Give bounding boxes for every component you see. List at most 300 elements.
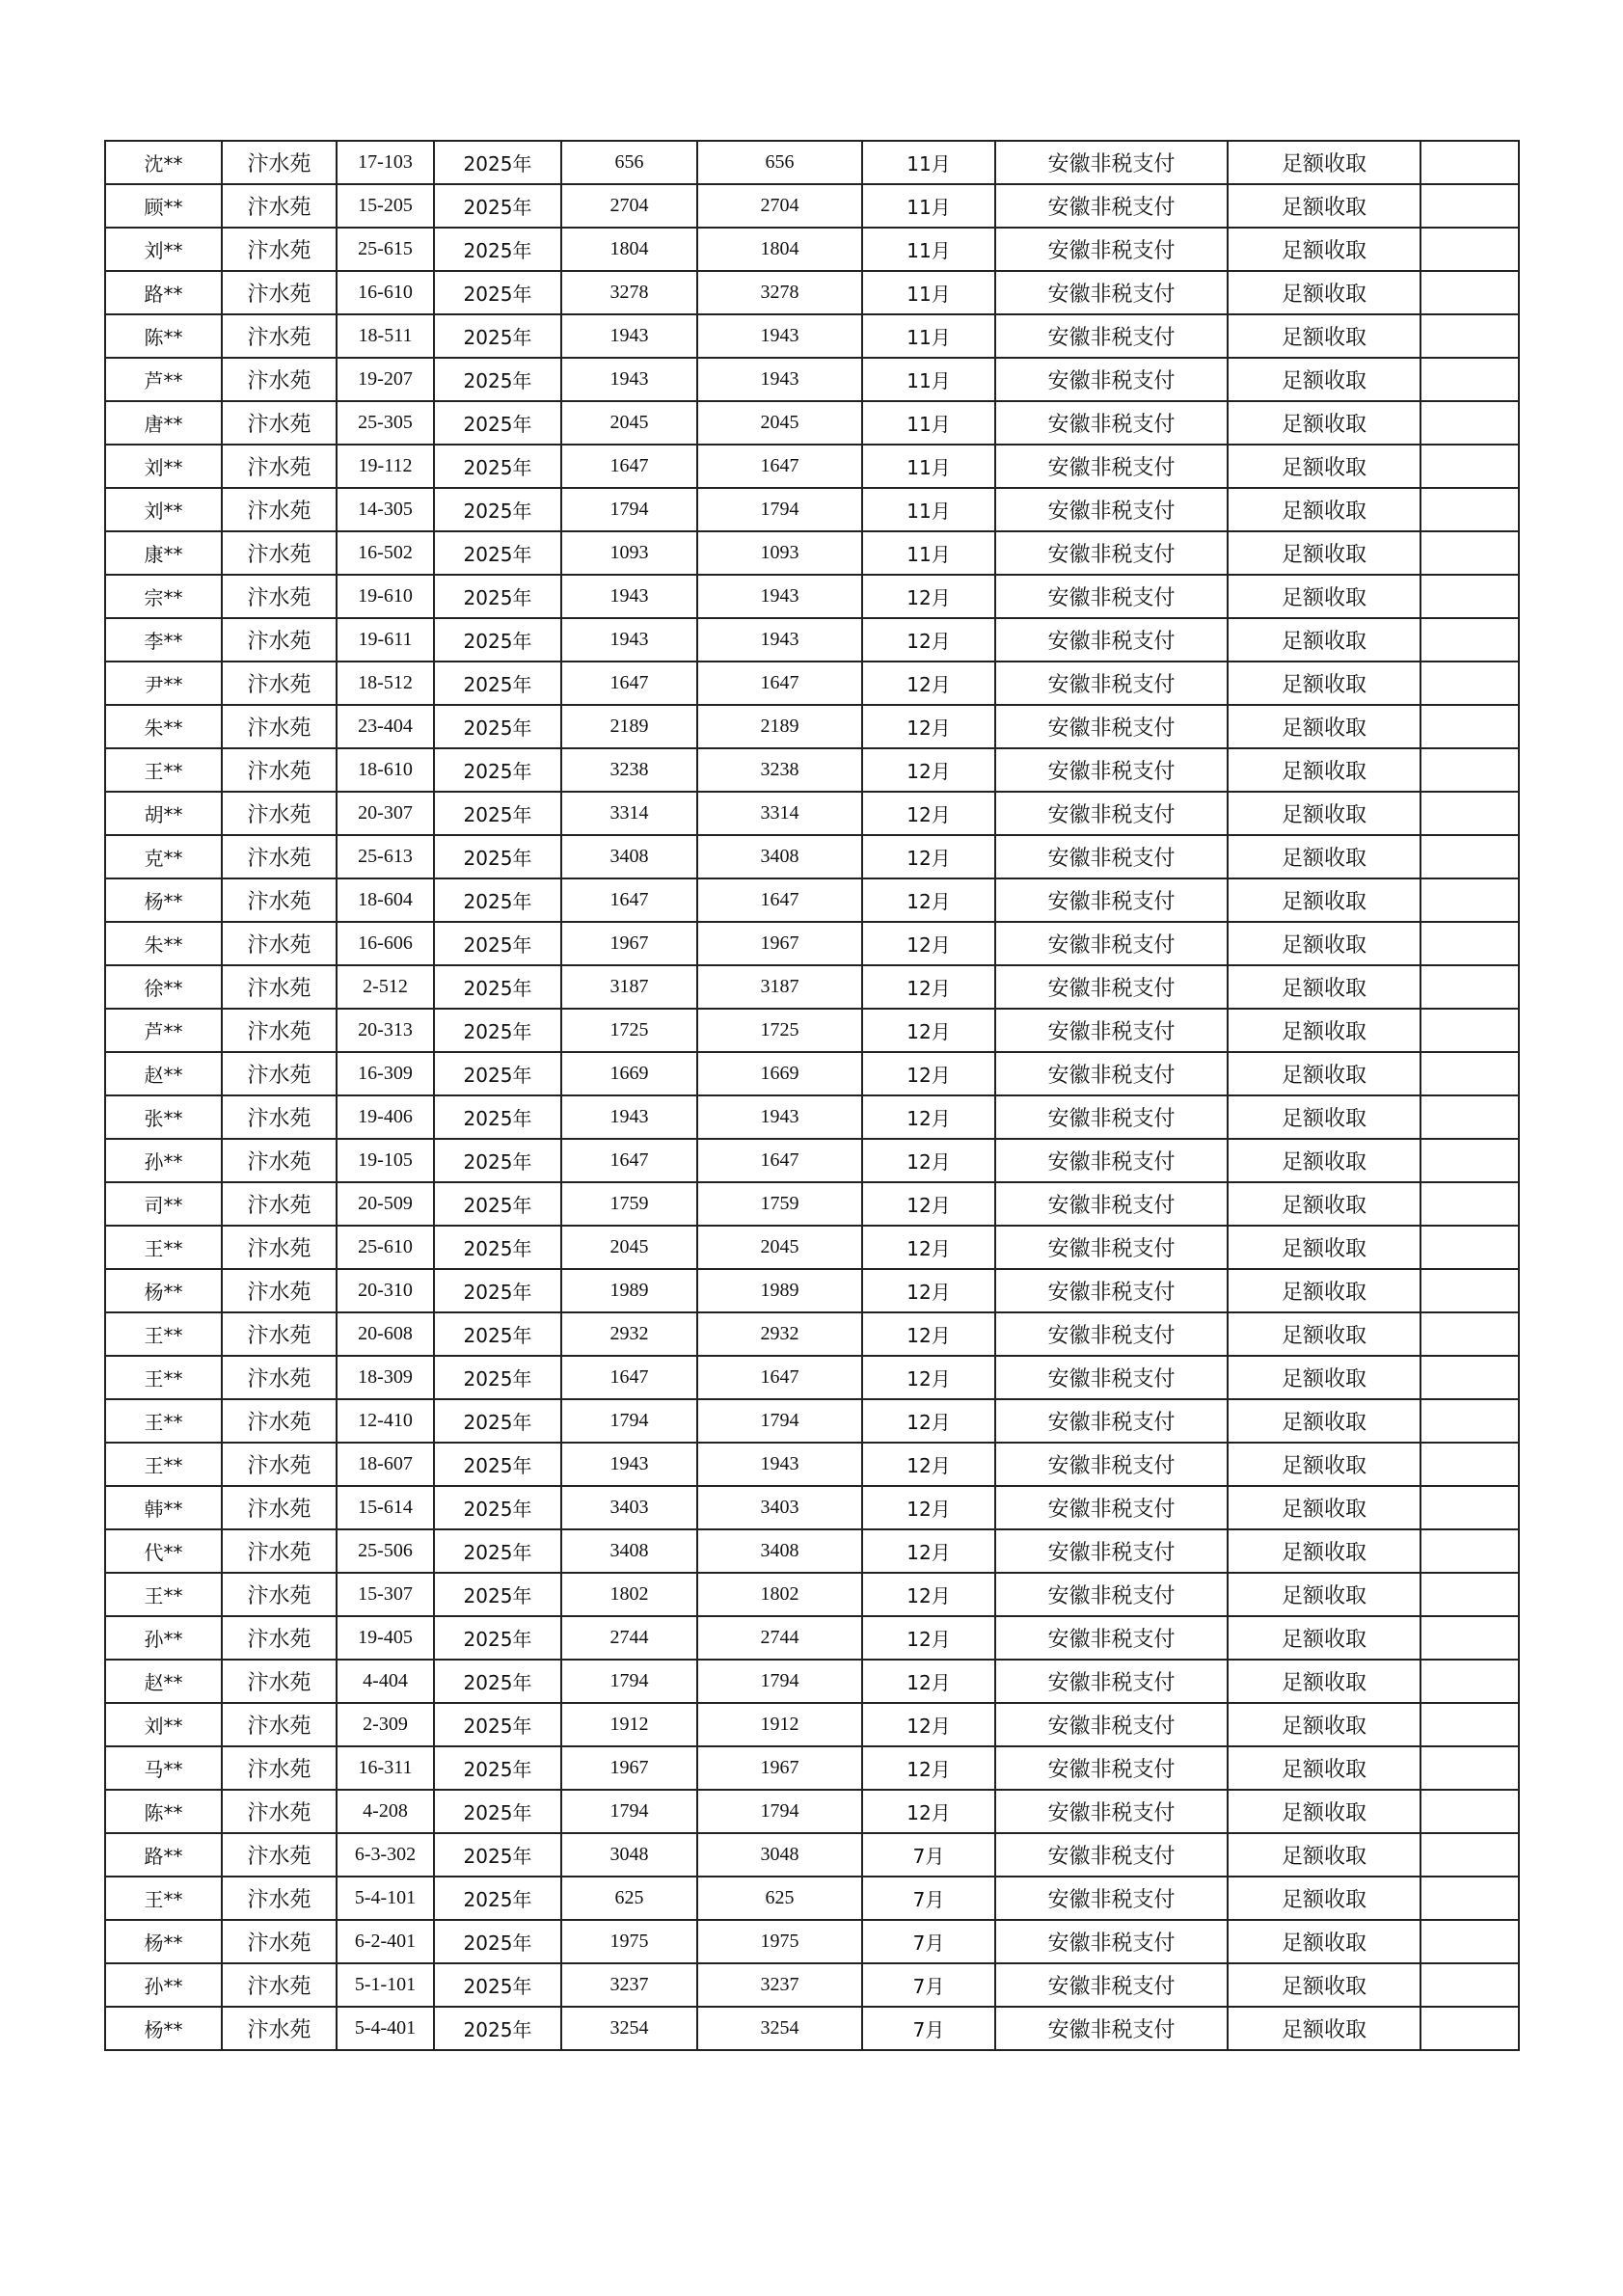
name-cell: 孙** <box>105 1616 222 1660</box>
unit-cell: 16-309 <box>337 1052 434 1095</box>
name-cell: 刘** <box>105 228 222 271</box>
amount-due-cell: 1647 <box>561 1139 697 1182</box>
year-cell: 2025年 <box>434 1660 561 1703</box>
month-cell: 12月 <box>862 748 995 792</box>
payment-table <box>104 140 1520 2051</box>
year-cell: 2025年 <box>434 1139 561 1182</box>
name-cell: 孙** <box>105 1139 222 1182</box>
payment-method-cell: 安徽非税支付 <box>995 1486 1228 1529</box>
year-cell: 2025年 <box>434 662 561 705</box>
community-cell: 汴水苑 <box>222 358 337 401</box>
amount-paid-cell: 625 <box>697 1877 862 1920</box>
status-cell: 足额收取 <box>1228 1009 1420 1052</box>
name-cell: 克** <box>105 835 222 878</box>
community-cell: 汴水苑 <box>222 1052 337 1095</box>
amount-due-cell: 3408 <box>561 835 697 878</box>
unit-cell: 16-502 <box>337 531 434 575</box>
payment-method-cell: 安徽非税支付 <box>995 1616 1228 1660</box>
month-cell: 12月 <box>862 922 995 965</box>
amount-paid-cell: 1794 <box>697 1399 862 1443</box>
amount-paid-cell: 1943 <box>697 575 862 618</box>
name-cell: 路** <box>105 1833 222 1877</box>
month-cell: 11月 <box>862 141 995 184</box>
year-cell: 2025年 <box>434 922 561 965</box>
amount-paid-cell: 2045 <box>697 1226 862 1269</box>
amount-due-cell: 1794 <box>561 1660 697 1703</box>
table-row <box>105 705 1519 748</box>
table-row <box>105 1269 1519 1312</box>
year-cell: 2025年 <box>434 965 561 1009</box>
year-cell: 2025年 <box>434 1833 561 1877</box>
payment-method-cell: 安徽非税支付 <box>995 835 1228 878</box>
table-row <box>105 531 1519 575</box>
status-cell: 足额收取 <box>1228 1963 1420 2007</box>
name-cell: 代** <box>105 1529 222 1573</box>
table-row <box>105 1877 1519 1920</box>
payment-method-cell: 安徽非税支付 <box>995 618 1228 662</box>
month-cell: 7月 <box>862 1963 995 2007</box>
payment-method-cell: 安徽非税支付 <box>995 705 1228 748</box>
payment-method-cell: 安徽非税支付 <box>995 1529 1228 1573</box>
payment-method-cell: 安徽非税支付 <box>995 228 1228 271</box>
remarks-cell <box>1420 1356 1519 1399</box>
amount-paid-cell: 1669 <box>697 1052 862 1095</box>
name-cell: 路** <box>105 271 222 314</box>
amount-paid-cell: 3187 <box>697 965 862 1009</box>
table-row <box>105 314 1519 358</box>
month-cell: 12月 <box>862 1660 995 1703</box>
community-cell: 汴水苑 <box>222 1573 337 1616</box>
amount-paid-cell: 1943 <box>697 358 862 401</box>
year-cell: 2025年 <box>434 445 561 488</box>
month-cell: 12月 <box>862 835 995 878</box>
amount-due-cell: 2045 <box>561 401 697 445</box>
table-body <box>105 141 1519 2050</box>
remarks-cell <box>1420 792 1519 835</box>
unit-cell: 20-310 <box>337 1269 434 1312</box>
status-cell: 足额收取 <box>1228 1746 1420 1790</box>
name-cell: 唐** <box>105 401 222 445</box>
amount-paid-cell: 2744 <box>697 1616 862 1660</box>
name-cell: 李** <box>105 618 222 662</box>
community-cell: 汴水苑 <box>222 445 337 488</box>
amount-paid-cell: 1647 <box>697 1139 862 1182</box>
amount-due-cell: 3254 <box>561 2007 697 2050</box>
amount-paid-cell: 3403 <box>697 1486 862 1529</box>
year-cell: 2025年 <box>434 1095 561 1139</box>
payment-method-cell: 安徽非税支付 <box>995 1356 1228 1399</box>
remarks-cell <box>1420 1920 1519 1963</box>
name-cell: 杨** <box>105 2007 222 2050</box>
unit-cell: 19-112 <box>337 445 434 488</box>
month-cell: 11月 <box>862 271 995 314</box>
remarks-cell <box>1420 878 1519 922</box>
remarks-cell <box>1420 618 1519 662</box>
status-cell: 足额收取 <box>1228 1052 1420 1095</box>
community-cell: 汴水苑 <box>222 1269 337 1312</box>
name-cell: 王** <box>105 1443 222 1486</box>
community-cell: 汴水苑 <box>222 401 337 445</box>
unit-cell: 18-309 <box>337 1356 434 1399</box>
amount-paid-cell: 3408 <box>697 835 862 878</box>
month-cell: 12月 <box>862 792 995 835</box>
name-cell: 王** <box>105 1226 222 1269</box>
payment-method-cell: 安徽非税支付 <box>995 1573 1228 1616</box>
amount-due-cell: 1093 <box>561 531 697 575</box>
amount-due-cell: 1943 <box>561 1443 697 1486</box>
status-cell: 足额收取 <box>1228 314 1420 358</box>
unit-cell: 20-307 <box>337 792 434 835</box>
community-cell: 汴水苑 <box>222 1356 337 1399</box>
remarks-cell <box>1420 184 1519 228</box>
name-cell: 朱** <box>105 705 222 748</box>
status-cell: 足额收取 <box>1228 488 1420 531</box>
month-cell: 12月 <box>862 1616 995 1660</box>
community-cell: 汴水苑 <box>222 1746 337 1790</box>
year-cell: 2025年 <box>434 1443 561 1486</box>
name-cell: 赵** <box>105 1052 222 1095</box>
month-cell: 12月 <box>862 705 995 748</box>
name-cell: 赵** <box>105 1660 222 1703</box>
name-cell: 马** <box>105 1746 222 1790</box>
status-cell: 足额收取 <box>1228 662 1420 705</box>
table-row <box>105 228 1519 271</box>
remarks-cell <box>1420 1616 1519 1660</box>
remarks-cell <box>1420 531 1519 575</box>
amount-due-cell: 3314 <box>561 792 697 835</box>
remarks-cell <box>1420 141 1519 184</box>
remarks-cell <box>1420 314 1519 358</box>
status-cell: 足额收取 <box>1228 1703 1420 1746</box>
remarks-cell <box>1420 1746 1519 1790</box>
unit-cell: 25-506 <box>337 1529 434 1573</box>
name-cell: 王** <box>105 1573 222 1616</box>
table-row <box>105 748 1519 792</box>
amount-paid-cell: 3238 <box>697 748 862 792</box>
amount-due-cell: 2744 <box>561 1616 697 1660</box>
unit-cell: 19-207 <box>337 358 434 401</box>
year-cell: 2025年 <box>434 1486 561 1529</box>
unit-cell: 19-611 <box>337 618 434 662</box>
community-cell: 汴水苑 <box>222 1790 337 1833</box>
remarks-cell <box>1420 1009 1519 1052</box>
status-cell: 足额收取 <box>1228 922 1420 965</box>
remarks-cell <box>1420 1703 1519 1746</box>
name-cell: 刘** <box>105 1703 222 1746</box>
amount-paid-cell: 1093 <box>697 531 862 575</box>
amount-paid-cell: 3278 <box>697 271 862 314</box>
name-cell: 陈** <box>105 1790 222 1833</box>
remarks-cell <box>1420 1963 1519 2007</box>
month-cell: 12月 <box>862 1443 995 1486</box>
status-cell: 足额收取 <box>1228 1486 1420 1529</box>
table-row <box>105 618 1519 662</box>
community-cell: 汴水苑 <box>222 1529 337 1573</box>
payment-method-cell: 安徽非税支付 <box>995 1877 1228 1920</box>
payment-method-cell: 安徽非税支付 <box>995 531 1228 575</box>
month-cell: 12月 <box>862 1052 995 1095</box>
payment-method-cell: 安徽非税支付 <box>995 271 1228 314</box>
table-row <box>105 141 1519 184</box>
payment-method-cell: 安徽非税支付 <box>995 965 1228 1009</box>
payment-method-cell: 安徽非税支付 <box>995 1963 1228 2007</box>
name-cell: 刘** <box>105 445 222 488</box>
community-cell: 汴水苑 <box>222 271 337 314</box>
unit-cell: 19-406 <box>337 1095 434 1139</box>
table-row <box>105 1529 1519 1573</box>
status-cell: 足额收取 <box>1228 1529 1420 1573</box>
unit-cell: 6-3-302 <box>337 1833 434 1877</box>
status-cell: 足额收取 <box>1228 1095 1420 1139</box>
amount-paid-cell: 2932 <box>697 1312 862 1356</box>
table-row <box>105 878 1519 922</box>
amount-paid-cell: 1967 <box>697 922 862 965</box>
amount-due-cell: 3048 <box>561 1833 697 1877</box>
year-cell: 2025年 <box>434 705 561 748</box>
name-cell: 王** <box>105 1312 222 1356</box>
table-row <box>105 271 1519 314</box>
month-cell: 12月 <box>862 1182 995 1226</box>
amount-due-cell: 1943 <box>561 358 697 401</box>
amount-due-cell: 3408 <box>561 1529 697 1573</box>
amount-paid-cell: 1975 <box>697 1920 862 1963</box>
amount-due-cell: 1943 <box>561 1095 697 1139</box>
status-cell: 足额收取 <box>1228 1790 1420 1833</box>
community-cell: 汴水苑 <box>222 662 337 705</box>
amount-paid-cell: 1943 <box>697 314 862 358</box>
table-row <box>105 1616 1519 1660</box>
amount-due-cell: 1647 <box>561 878 697 922</box>
status-cell: 足额收取 <box>1228 618 1420 662</box>
amount-paid-cell: 3314 <box>697 792 862 835</box>
unit-cell: 15-205 <box>337 184 434 228</box>
community-cell: 汴水苑 <box>222 1312 337 1356</box>
table-row <box>105 1746 1519 1790</box>
month-cell: 12月 <box>862 618 995 662</box>
payment-method-cell: 安徽非税支付 <box>995 184 1228 228</box>
month-cell: 12月 <box>862 1746 995 1790</box>
name-cell: 杨** <box>105 878 222 922</box>
community-cell: 汴水苑 <box>222 314 337 358</box>
status-cell: 足额收取 <box>1228 1920 1420 1963</box>
unit-cell: 20-509 <box>337 1182 434 1226</box>
community-cell: 汴水苑 <box>222 792 337 835</box>
payment-method-cell: 安徽非税支付 <box>995 1660 1228 1703</box>
table-row <box>105 1095 1519 1139</box>
month-cell: 12月 <box>862 1529 995 1573</box>
status-cell: 足额收取 <box>1228 835 1420 878</box>
amount-paid-cell: 1912 <box>697 1703 862 1746</box>
year-cell: 2025年 <box>434 748 561 792</box>
table-row <box>105 1052 1519 1095</box>
table-row <box>105 922 1519 965</box>
remarks-cell <box>1420 1877 1519 1920</box>
amount-paid-cell: 2045 <box>697 401 862 445</box>
amount-paid-cell: 1794 <box>697 1660 862 1703</box>
month-cell: 7月 <box>862 2007 995 2050</box>
name-cell: 尹** <box>105 662 222 705</box>
table-row <box>105 1963 1519 2007</box>
month-cell: 12月 <box>862 1009 995 1052</box>
unit-cell: 2-309 <box>337 1703 434 1746</box>
amount-due-cell: 625 <box>561 1877 697 1920</box>
status-cell: 足额收取 <box>1228 1226 1420 1269</box>
payment-method-cell: 安徽非税支付 <box>995 575 1228 618</box>
community-cell: 汴水苑 <box>222 1660 337 1703</box>
community-cell: 汴水苑 <box>222 1833 337 1877</box>
remarks-cell <box>1420 662 1519 705</box>
payment-method-cell: 安徽非税支付 <box>995 488 1228 531</box>
remarks-cell <box>1420 401 1519 445</box>
community-cell: 汴水苑 <box>222 1139 337 1182</box>
amount-paid-cell: 3254 <box>697 2007 862 2050</box>
amount-paid-cell: 1967 <box>697 1746 862 1790</box>
remarks-cell <box>1420 358 1519 401</box>
name-cell: 孙** <box>105 1963 222 2007</box>
year-cell: 2025年 <box>434 1312 561 1356</box>
table-row <box>105 1703 1519 1746</box>
status-cell: 足额收取 <box>1228 358 1420 401</box>
table-row <box>105 1660 1519 1703</box>
status-cell: 足额收取 <box>1228 575 1420 618</box>
amount-paid-cell: 1794 <box>697 488 862 531</box>
amount-due-cell: 3237 <box>561 1963 697 2007</box>
amount-due-cell: 2704 <box>561 184 697 228</box>
amount-due-cell: 1989 <box>561 1269 697 1312</box>
amount-paid-cell: 1943 <box>697 618 862 662</box>
table-row <box>105 1356 1519 1399</box>
year-cell: 2025年 <box>434 401 561 445</box>
status-cell: 足额收取 <box>1228 271 1420 314</box>
remarks-cell <box>1420 1486 1519 1529</box>
table-row <box>105 488 1519 531</box>
name-cell: 陈** <box>105 314 222 358</box>
remarks-cell <box>1420 488 1519 531</box>
year-cell: 2025年 <box>434 1226 561 1269</box>
table-row <box>105 1443 1519 1486</box>
payment-method-cell: 安徽非税支付 <box>995 922 1228 965</box>
year-cell: 2025年 <box>434 1529 561 1573</box>
remarks-cell <box>1420 1226 1519 1269</box>
status-cell: 足额收取 <box>1228 878 1420 922</box>
unit-cell: 18-511 <box>337 314 434 358</box>
unit-cell: 19-105 <box>337 1139 434 1182</box>
status-cell: 足额收取 <box>1228 705 1420 748</box>
table-row <box>105 1399 1519 1443</box>
community-cell: 汴水苑 <box>222 705 337 748</box>
name-cell: 王** <box>105 1877 222 1920</box>
unit-cell: 15-614 <box>337 1486 434 1529</box>
amount-paid-cell: 1759 <box>697 1182 862 1226</box>
table-row <box>105 1312 1519 1356</box>
month-cell: 12月 <box>862 1226 995 1269</box>
year-cell: 2025年 <box>434 878 561 922</box>
unit-cell: 14-305 <box>337 488 434 531</box>
name-cell: 顾** <box>105 184 222 228</box>
amount-paid-cell: 656 <box>697 141 862 184</box>
year-cell: 2025年 <box>434 1790 561 1833</box>
name-cell: 徐** <box>105 965 222 1009</box>
community-cell: 汴水苑 <box>222 1009 337 1052</box>
amount-due-cell: 1804 <box>561 228 697 271</box>
year-cell: 2025年 <box>434 792 561 835</box>
name-cell: 胡** <box>105 792 222 835</box>
amount-due-cell: 1967 <box>561 922 697 965</box>
year-cell: 2025年 <box>434 1182 561 1226</box>
remarks-cell <box>1420 228 1519 271</box>
payment-method-cell: 安徽非税支付 <box>995 878 1228 922</box>
payment-method-cell: 安徽非税支付 <box>995 1920 1228 1963</box>
table-row <box>105 1226 1519 1269</box>
amount-paid-cell: 1989 <box>697 1269 862 1312</box>
amount-due-cell: 1759 <box>561 1182 697 1226</box>
year-cell: 2025年 <box>434 1009 561 1052</box>
unit-cell: 15-307 <box>337 1573 434 1616</box>
remarks-cell <box>1420 575 1519 618</box>
remarks-cell <box>1420 1573 1519 1616</box>
name-cell: 杨** <box>105 1269 222 1312</box>
remarks-cell <box>1420 748 1519 792</box>
name-cell: 沈** <box>105 141 222 184</box>
amount-due-cell: 1647 <box>561 445 697 488</box>
payment-method-cell: 安徽非税支付 <box>995 314 1228 358</box>
year-cell: 2025年 <box>434 1877 561 1920</box>
month-cell: 11月 <box>862 228 995 271</box>
payment-method-cell: 安徽非税支付 <box>995 792 1228 835</box>
month-cell: 11月 <box>862 184 995 228</box>
unit-cell: 6-2-401 <box>337 1920 434 1963</box>
payment-method-cell: 安徽非税支付 <box>995 445 1228 488</box>
payment-method-cell: 安徽非税支付 <box>995 748 1228 792</box>
amount-due-cell: 3187 <box>561 965 697 1009</box>
community-cell: 汴水苑 <box>222 965 337 1009</box>
month-cell: 12月 <box>862 965 995 1009</box>
amount-paid-cell: 1647 <box>697 878 862 922</box>
payment-method-cell: 安徽非税支付 <box>995 1226 1228 1269</box>
year-cell: 2025年 <box>434 1920 561 1963</box>
year-cell: 2025年 <box>434 1052 561 1095</box>
amount-due-cell: 2189 <box>561 705 697 748</box>
remarks-cell <box>1420 1529 1519 1573</box>
status-cell: 足额收取 <box>1228 1182 1420 1226</box>
table-row <box>105 1790 1519 1833</box>
year-cell: 2025年 <box>434 314 561 358</box>
name-cell: 司** <box>105 1182 222 1226</box>
month-cell: 12月 <box>862 1312 995 1356</box>
remarks-cell <box>1420 445 1519 488</box>
table-row <box>105 184 1519 228</box>
amount-due-cell: 1967 <box>561 1746 697 1790</box>
unit-cell: 25-305 <box>337 401 434 445</box>
amount-paid-cell: 1647 <box>697 445 862 488</box>
unit-cell: 16-610 <box>337 271 434 314</box>
table-row <box>105 1833 1519 1877</box>
community-cell: 汴水苑 <box>222 1095 337 1139</box>
status-cell: 足额收取 <box>1228 2007 1420 2050</box>
year-cell: 2025年 <box>434 1746 561 1790</box>
payment-method-cell: 安徽非税支付 <box>995 401 1228 445</box>
remarks-cell <box>1420 1660 1519 1703</box>
amount-due-cell: 1975 <box>561 1920 697 1963</box>
amount-due-cell: 1794 <box>561 488 697 531</box>
year-cell: 2025年 <box>434 271 561 314</box>
amount-due-cell: 1794 <box>561 1790 697 1833</box>
year-cell: 2025年 <box>434 358 561 401</box>
remarks-cell <box>1420 835 1519 878</box>
year-cell: 2025年 <box>434 1703 561 1746</box>
amount-due-cell: 2932 <box>561 1312 697 1356</box>
amount-paid-cell: 1647 <box>697 1356 862 1399</box>
